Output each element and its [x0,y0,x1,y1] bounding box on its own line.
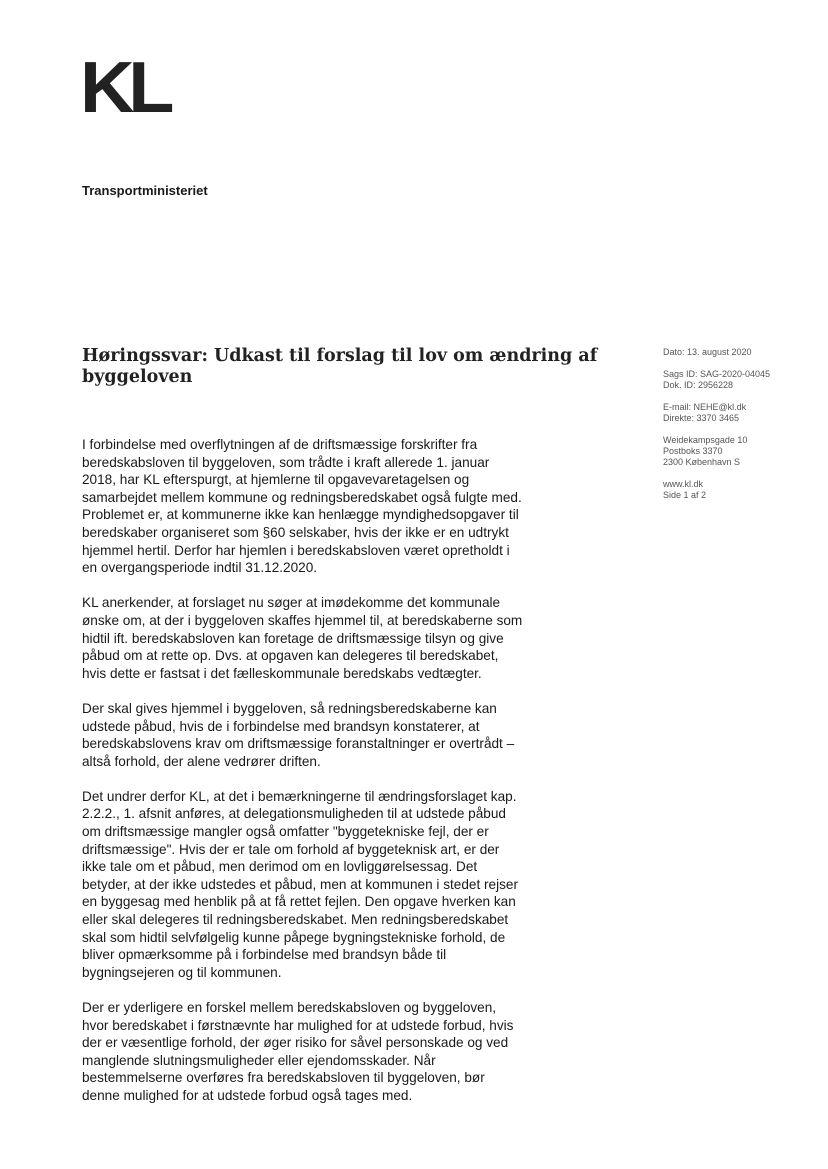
paragraph-line: ikke tale om et påbud, men derimod om en lovliggørelsessag. Det [82,859,478,875]
paragraph-line: bygningsejeren og til kommunen. [82,964,282,980]
paragraph-line: om driftsmæssige mangler også omfatter "byggetekniske fejl, der er [82,824,489,840]
address-line: Weidekampsgade 10 [663,435,748,445]
paragraph-line: udstede påbud, hvis de i forbindelse med brandsyn konstaterer, at [82,718,480,734]
paragraph-line: bestemmelserne overføres fra beredskabsloven til byggeloven, bør [82,1070,485,1086]
paragraph-line: beredskabslovens krav om driftsmæssige foranstaltninger er overtrådt – [82,736,515,752]
address-line: 2300 København S [663,457,741,467]
address-line: Postboks 3370 [663,446,723,456]
doc-id: Dok. ID: 2956228 [663,380,734,390]
paragraph-line: en overgangsperiode indtil 31.12.2020. [82,560,318,576]
paragraph-line: en byggesag med henblik på at få rettet fejlen. Den opgave hverken kan [82,894,516,910]
paragraph-line: betyder, at der ikke udstedes et påbud, men at kommunen i stedet rejser [82,876,519,892]
paragraph-line: hjemmel hertil. Derfor har hjemlen i beredskabsloven været opretholdt i [82,542,510,558]
paragraph-line: skal som hidtil selvfølgelig kunne påpege bygningstekniske forhold, de [82,929,506,945]
date: Dato: 13. august 2020 [663,347,752,357]
paragraph-line: denne mulighed for at udstede forbud også tages med. [82,1087,413,1103]
paragraph-line: samarbejdet mellem kommune og redningsberedskabet også fulgte med. [82,489,522,505]
paragraph-line: I forbindelse med overflytningen af de driftsmæssige forskrifter fra [82,437,478,452]
body-paragraph [82,594,562,682]
paragraph-line: Der skal gives hjemmel i byggeloven, så redningsberedskaberne kan [82,700,497,716]
paragraph-line: der er væsentlige forhold, der øger risiko for såvel personskade og ved [82,1035,509,1051]
paragraph-line: altså forhold, der alene vedrører driften. [82,753,321,769]
direct-phone: Direkte: 3370 3465 [663,413,740,423]
paragraph-line: hidtil ift. beredskabsloven kan foretage de driftsmæssige tilsyn og give [82,630,504,646]
paragraph-line: Problemet er, at kommunerne ikke kan henlægge myndighedsopgaver til [82,507,519,523]
website: www.kl.dk [663,479,704,489]
paragraph-line: bliver opmærksomme på i forbindelse med brandsyn både til [82,947,447,963]
title-line: Høringssvar: Udkast til forslag til lov om ændring af [82,346,598,366]
kl-logo: KL [80,48,169,128]
paragraph-line: påbud om at rette op. Dvs. at opgaven kan delegeres til beredskabet, [82,648,499,664]
paragraph-line: hvor beredskabet i førstnævnte har mulighed for at udstede forbud, hvis [82,1017,514,1033]
recipient: Transportministeriet [82,183,208,198]
paragraph-line: beredskaber organiseret som §60 selskaber, hvis der ikke er en udtrykt [82,524,509,540]
body-paragraph [82,999,562,1105]
page-number: Side 1 af 2 [663,490,707,500]
paragraph-line: KL anerkender, at forslaget nu søger at imødekomme det kommunale [82,595,501,611]
title-line: byggeloven [82,367,193,387]
body-paragraph [82,700,562,770]
paragraph-line: manglende slutningsmuligheder eller ejendomsskader. Når [82,1052,436,1068]
email: E-mail: NEHE@kl.dk [663,402,747,412]
paragraph-line: Det undrer derfor KL, at det i bemærkningerne til ændringsforslaget kap. [82,788,517,804]
paragraph-line: hvis dette er fastsat i det fælleskommunale beredskabs vedtægter. [82,665,482,681]
body-paragraph [82,788,562,982]
paragraph-line: beredskabsloven til byggeloven, som trådte i kraft allerede 1. januar [82,454,490,470]
document-title [82,346,598,388]
paragraph-line: eller skal delegeres til redningsberedskabet. Men redningsberedskabet [82,912,509,928]
paragraph-line: 2018, har KL efterspurgt, at hjemlerne til opgavevaretagelsen og [82,472,470,488]
case-id: Sags ID: SAG-2020-04045 [663,369,771,379]
paragraph-line: Der er yderligere en forskel mellem beredskabsloven og byggeloven, [82,1000,497,1015]
paragraph-line: driftsmæssige". Hvis der er tale om forhold af byggeteknisk art, er der [82,841,500,857]
body-paragraph [82,436,562,577]
letter-metadata [663,347,770,512]
paragraph-line: 2.2.2., 1. afsnit anføres, at delegationsmuligheden til at udstede påbud [82,806,506,822]
letter-body [82,436,562,1122]
paragraph-line: ønske om, at der i byggeloven skaffes hjemmel til, at beredskaberne som [82,612,523,628]
